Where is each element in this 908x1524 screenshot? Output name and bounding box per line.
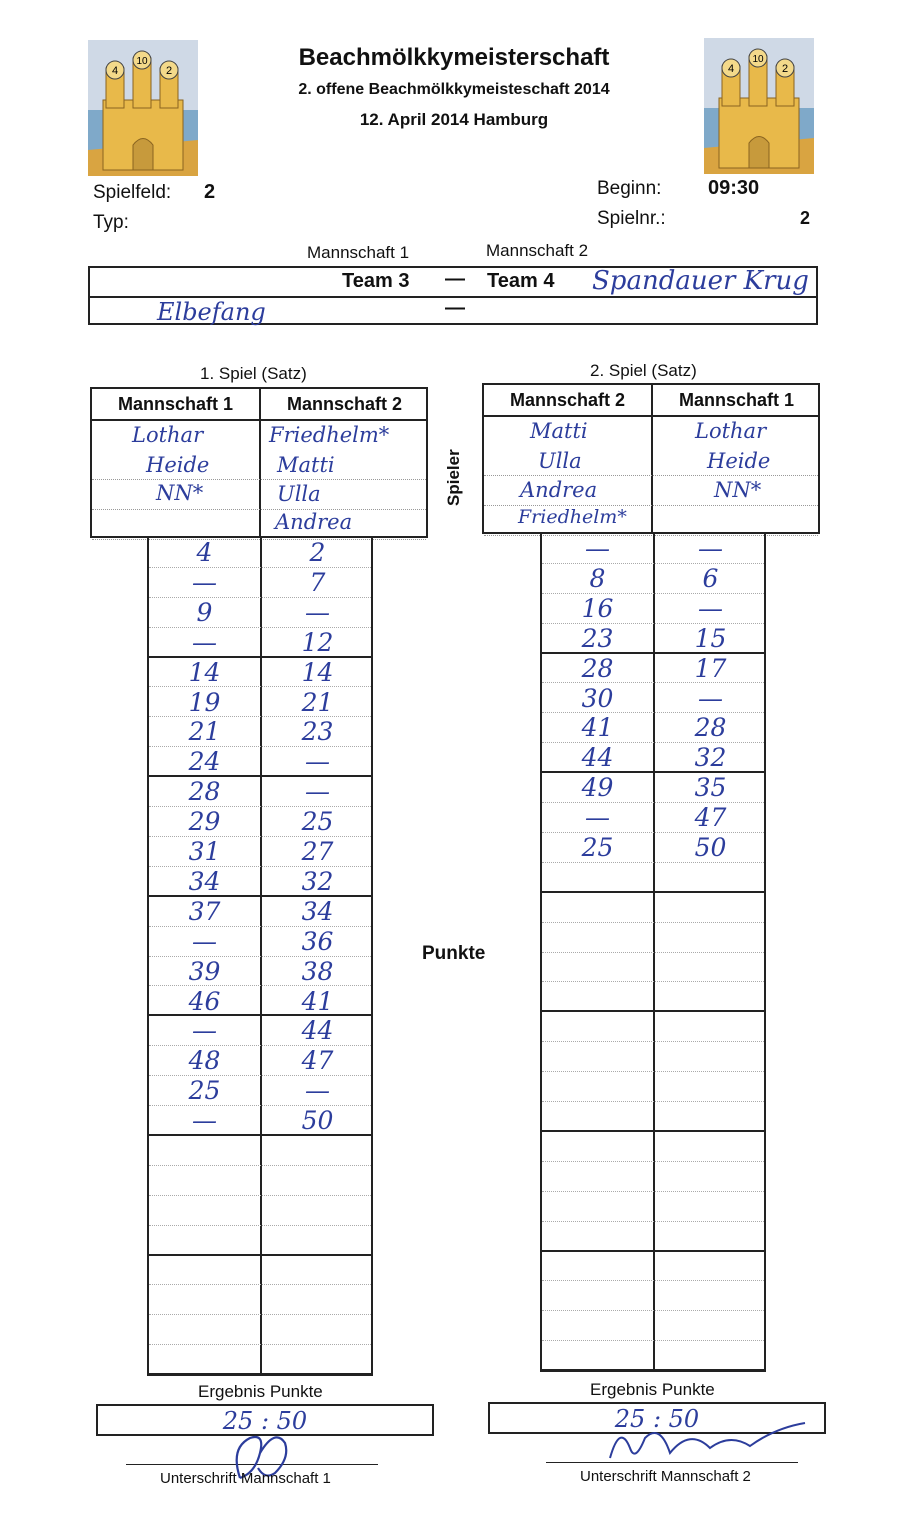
score-row [542,1162,764,1192]
score-cell: — [192,627,217,657]
score-row [149,1136,371,1166]
team1: Team 3 [342,270,410,292]
score-row [149,1345,371,1375]
team-dash: — [445,268,465,290]
score-row [149,987,371,1017]
score-cell: 30 [581,683,614,713]
score-cell: 25 [301,807,334,837]
spielnr-value: 2 [800,208,811,228]
score-cell: 21 [301,687,334,717]
score-row [542,1282,764,1312]
game1-player: Lothar [132,423,204,447]
score-row [149,717,371,747]
logo-number: 10 [136,56,148,67]
punkte-label: Punkte [422,943,486,964]
score-cell: 21 [188,717,221,747]
score-row [149,777,371,807]
score-row [149,1226,371,1256]
game1-player: Ulla [277,482,321,506]
game1-result-label: Ergebnis Punkte [198,1382,323,1401]
score-cell: — [585,803,610,833]
score-row [542,773,764,803]
game2-player: Friedhelm* [518,506,627,528]
team1-handwritten-name: Elbefang [157,298,266,326]
score-cell: — [192,926,217,956]
score-cell: 34 [301,896,334,926]
team2-handwritten-name: Spandauer Krug [592,266,809,296]
score-cell: — [192,567,217,597]
score-row [542,1132,764,1162]
score-row [149,598,371,628]
game2-player: Matti [530,419,588,443]
score-row [542,1042,764,1072]
score-row [542,684,764,714]
score-row [149,1046,371,1076]
score-cell: 39 [188,956,221,986]
score-row [542,594,764,624]
mannschaft2-label: Mannschaft 2 [486,241,589,260]
mannschaft1-label: Mannschaft 1 [307,243,410,262]
spielfeld-value: 2 [204,181,216,203]
score-cell: 2 [309,538,326,567]
score-cell: — [698,534,723,563]
beginn-label: Beginn: [597,178,662,199]
team2: Team 4 [487,270,555,292]
signature-label-1: Unterschrift Mannschaft 1 [160,1470,331,1487]
score-row [542,1012,764,1042]
typ-label: Typ: [93,212,129,233]
score-cell: 28 [694,713,727,743]
score-cell: 35 [694,773,727,803]
score-cell: 24 [188,747,221,777]
score-cell: 44 [301,1016,334,1046]
score-row [542,624,764,654]
score-row [542,1341,764,1371]
score-row [542,1252,764,1282]
score-cell: 15 [694,623,727,653]
game2-player: Heide [707,449,771,473]
game1-title: 1. Spiel (Satz) [200,364,307,383]
score-cell: 27 [301,837,334,866]
spielnr-label: Spielnr.: [597,208,666,229]
date-place: 12. April 2014 Hamburg [359,110,549,129]
logo-number: 4 [111,65,119,77]
spielfeld-label: Spielfeld: [93,182,172,203]
score-cell: 49 [581,773,614,803]
score-cell: 50 [301,1106,334,1136]
logo-number: 2 [781,63,789,75]
score-cell: 34 [188,866,221,896]
score-row [149,747,371,777]
score-row [542,983,764,1013]
beginn-value: 09:30 [708,177,760,199]
score-row [149,1166,371,1196]
score-cell: — [192,1106,217,1136]
game2-col2-header: Mannschaft 1 [678,390,795,410]
score-row [542,713,764,743]
score-cell: — [698,593,723,623]
score-cell: 19 [188,687,221,717]
score-row [149,538,371,568]
logo-number: 2 [165,65,173,77]
score-cell: 36 [301,926,334,956]
page-subtitle: 2. offene Beachmölkkymeisteschaft 2014 [298,81,610,98]
score-cell: 48 [188,1046,221,1076]
game1-result: 25 : 50 [222,1407,308,1435]
game1-col2-header: Mannschaft 2 [286,394,403,414]
score-cell: 37 [188,896,221,926]
score-row [542,564,764,594]
score-row [542,1311,764,1341]
game2-score-table [540,534,766,1372]
score-cell: 7 [309,567,326,597]
score-cell: 38 [301,956,334,986]
score-cell: 41 [581,713,614,743]
score-row [149,688,371,718]
score-cell: 17 [694,653,727,683]
score-row [149,568,371,598]
score-cell: 12 [301,627,334,657]
score-row [149,897,371,927]
score-row [149,1016,371,1046]
score-cell: 50 [694,833,727,862]
score-cell: — [305,777,330,807]
score-cell: — [305,597,330,627]
score-cell: 47 [694,803,727,833]
score-row [542,923,764,953]
score-row [542,1072,764,1102]
score-row [542,1222,764,1252]
signature-label-2: Unterschrift Mannschaft 2 [580,1468,751,1485]
score-row [149,658,371,688]
score-cell: 29 [188,807,221,837]
game1-player: Andrea [275,510,353,534]
page-title: Beachmölkkymeisterschaft [298,44,610,71]
score-cell: 16 [581,593,614,623]
score-row [149,1106,371,1136]
score-row [542,534,764,564]
score-row [149,867,371,897]
score-cell: 9 [196,597,213,627]
score-row [149,1076,371,1106]
game1-players-box [90,387,428,538]
score-row [149,628,371,658]
game1-player: Heide [146,453,210,477]
score-row [149,807,371,837]
score-row [542,654,764,684]
score-cell: — [305,747,330,777]
score-row [542,863,764,893]
score-row [149,1256,371,1286]
score-row [542,953,764,983]
score-row [542,893,764,923]
game1-col1-header: Mannschaft 1 [117,394,234,414]
game2-title: 2. Spiel (Satz) [590,361,697,380]
score-cell: 47 [301,1046,334,1076]
game2-result-label: Ergebnis Punkte [590,1380,715,1399]
score-row [542,803,764,833]
game2-player: NN* [714,478,762,502]
score-row [542,833,764,863]
signature-mark-2 [600,1418,810,1468]
teams-box [88,266,818,325]
team-dash-2: — [445,297,465,319]
game2-players-box [482,383,820,534]
game2-result: 25 : 50 [614,1405,700,1433]
score-cell: 25 [188,1076,221,1106]
score-cell: 8 [589,563,606,593]
score-row [149,837,371,867]
game2-player: Lothar [695,419,767,443]
score-cell: — [585,534,610,563]
logo-number: 10 [752,54,764,65]
score-cell: 4 [196,538,213,567]
game1-score-table [147,538,373,1376]
score-cell: 32 [301,866,334,896]
logo-number: 4 [727,63,735,75]
score-cell: 44 [581,743,614,773]
game2-player: Andrea [520,478,598,502]
game2-player: Ulla [538,449,582,473]
game1-player: Friedhelm* [269,423,390,447]
score-row [149,1315,371,1345]
score-cell: 28 [581,653,614,683]
score-cell: — [698,683,723,713]
score-cell: — [192,1016,217,1046]
score-cell: 23 [301,717,334,747]
score-row [149,1196,371,1226]
score-row [149,957,371,987]
score-cell: 31 [188,837,221,866]
score-cell: 14 [188,657,221,687]
score-row [542,1192,764,1222]
score-cell: 46 [188,986,221,1016]
spieler-label: Spieler [444,449,463,507]
score-cell: 25 [581,833,614,862]
score-cell: 6 [702,563,719,593]
game1-player: Matti [277,453,335,477]
score-row [149,1286,371,1316]
score-cell: 32 [694,743,727,773]
game1-player: NN* [156,481,204,505]
score-row [149,927,371,957]
score-cell: — [305,1076,330,1106]
score-cell: 14 [301,657,334,687]
score-cell: 28 [188,777,221,807]
score-cell: 23 [581,623,614,653]
score-row [542,743,764,773]
score-row [542,1102,764,1132]
game2-col1-header: Mannschaft 2 [509,390,626,410]
score-cell: 41 [301,986,334,1016]
